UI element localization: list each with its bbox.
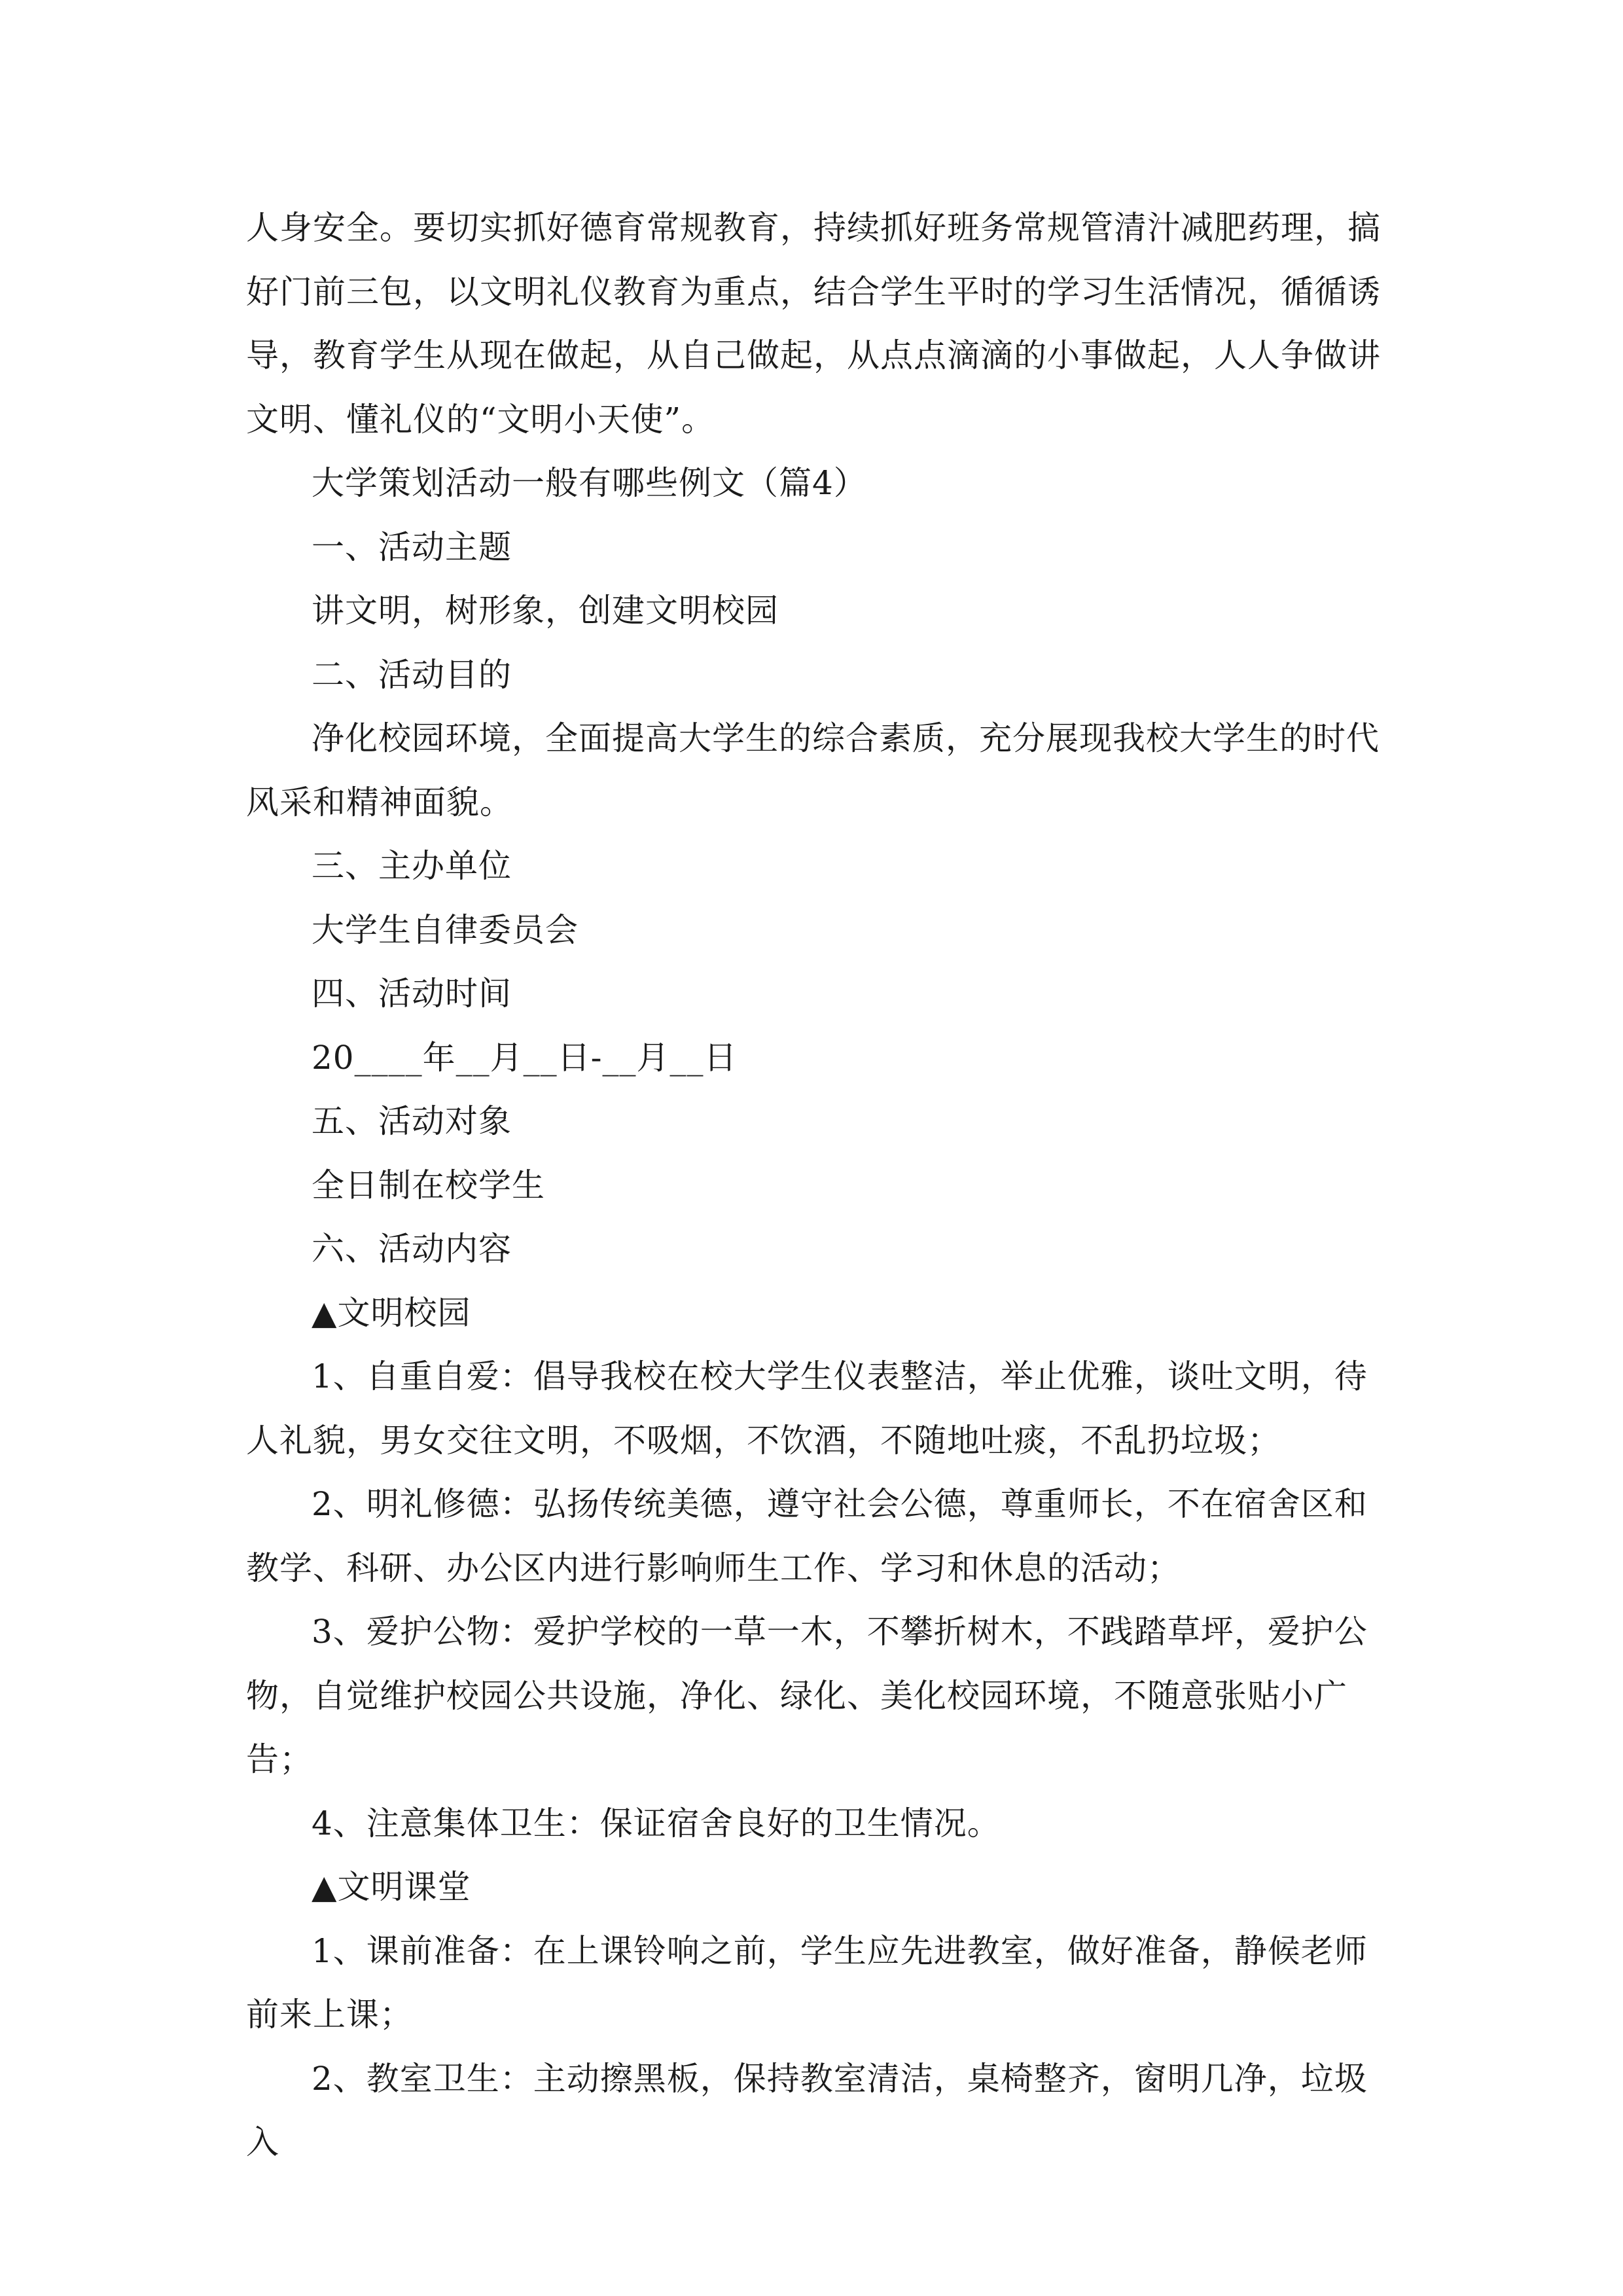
paragraph-target: 全日制在校学生 [312, 1166, 545, 1204]
document-body [246, 196, 1398, 2175]
heading-activity-target: 五、活动对象 [312, 1102, 512, 1140]
heading-activity-purpose: 二、活动目的 [312, 655, 512, 694]
subheading-civilized-classroom: ▲文明课堂 [312, 1868, 471, 1906]
heading-organizer: 三、主办单位 [312, 847, 512, 885]
list-item: 1、自重自爱：倡导我校在校大学生仪表整洁，举止优雅，谈吐文明，待人礼貌，男女交往文明，不吸烟，不饮酒，不随地吐痰，不乱扔垃圾； [246, 1357, 1368, 1460]
section-title: 大学策划活动一般有哪些例文（篇4） [312, 464, 867, 502]
heading-activity-content: 六、活动内容 [312, 1230, 512, 1268]
list-item: 4、注意集体卫生：保证宿舍良好的卫生情况。 [312, 1804, 1001, 1842]
paragraph-time: 20____年__月__日-__月__日 [312, 1038, 738, 1077]
heading-activity-theme: 一、活动主题 [312, 528, 512, 566]
subheading-civilized-campus: ▲文明校园 [312, 1293, 471, 1332]
paragraph-organizer: 大学生自律委员会 [312, 910, 579, 949]
heading-activity-time: 四、活动时间 [312, 975, 512, 1013]
paragraph-purpose: 净化校园环境，全面提高大学生的综合素质，充分展现我校大学生的时代风采和精神面貌。 [246, 719, 1380, 821]
list-item: 2、明礼修德：弘扬传统美德，遵守社会公德，尊重师长，不在宿舍区和教学、科研、办公区内进行影响师生工作、学习和休息的活动； [246, 1485, 1368, 1587]
list-item: 3、爱护公物：爱护学校的一草一木，不攀折树木，不践踏草坪，爱护公物，自觉维护校园公共设施，净化、绿化、美化校园环境，不随意张贴小广告； [246, 1613, 1368, 1778]
paragraph-intro-continuation: 人身安全。要切实抓好德育常规教育，持续抓好班务常规管清汁减肥药理，搞好门前三包，以文明礼仪教育为重点，结合学生平时的学习生活情况，循循诱导，教育学生从现在做起，从自己做起，从点点滴滴的小事做起，人人争做讲文明、懂礼仪的“文明小天使”。 [246, 209, 1381, 439]
paragraph-theme: 讲文明，树形象，创建文明校园 [312, 592, 779, 630]
list-item: 1、课前准备：在上课铃响之前，学生应先进教室，做好准备，静候老师前来上课； [246, 1931, 1368, 2034]
list-item: 2、教室卫生：主动擦黑板，保持教室清洁，桌椅整齐，窗明几净，垃圾入 [246, 2059, 1368, 2161]
